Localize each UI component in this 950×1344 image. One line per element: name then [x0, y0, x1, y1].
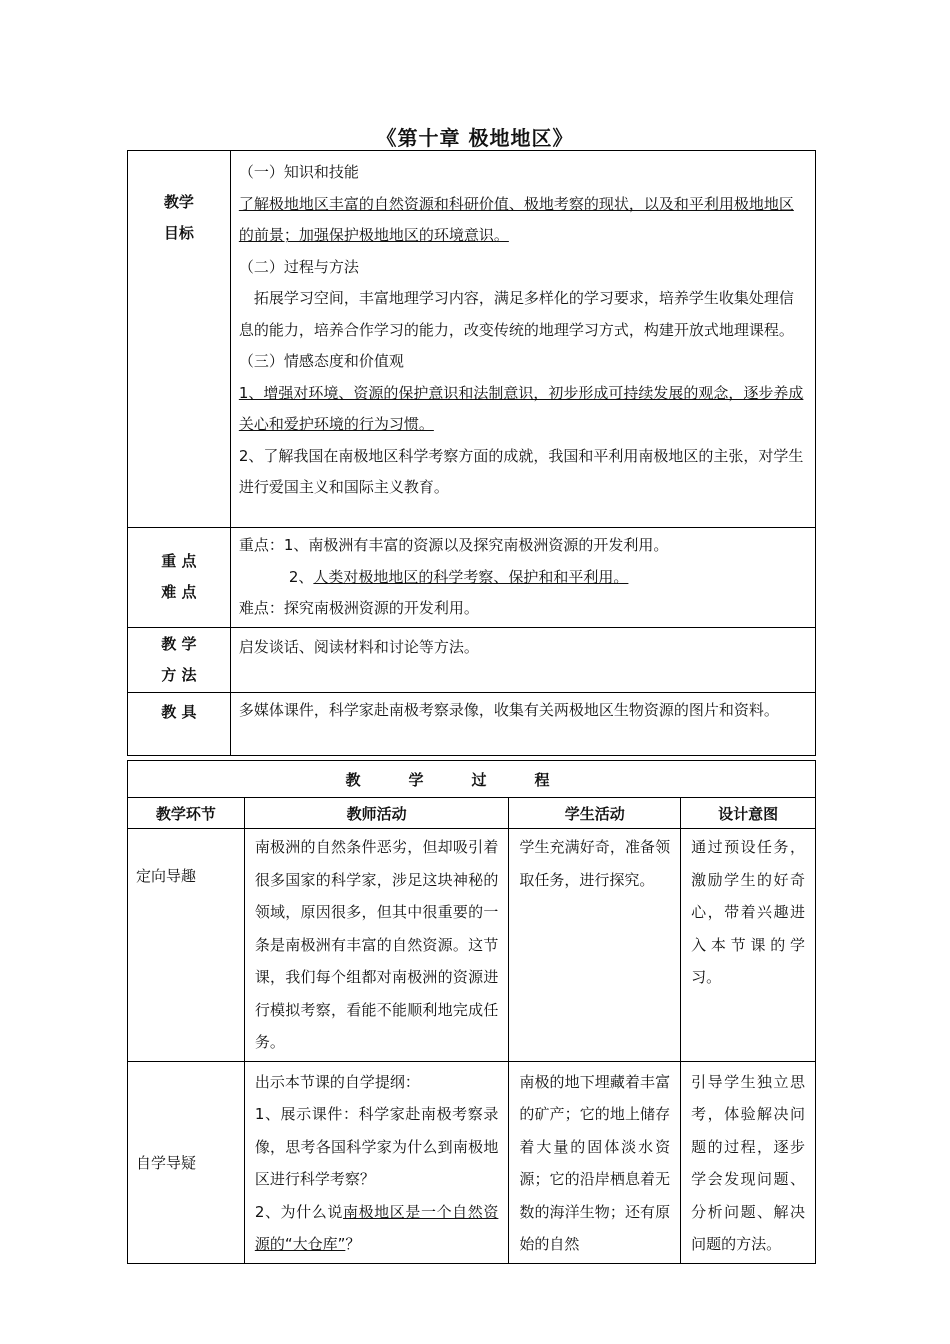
- method-row: [128, 627, 816, 692]
- document-title: 《第十章 极地地区》: [376, 126, 574, 150]
- attitude-text-2: 2、了解我国在南极地区科学考察方面的成就，我国和平利用南极地区的主张，对学生进行爱国主义和国际主义教育。: [238, 446, 804, 496]
- keypoints-row: [128, 528, 816, 628]
- method-label: [128, 627, 231, 692]
- tools-label: [128, 692, 231, 755]
- teacher-line-2: 1、展示课件：科学家赴南极考察录像，思考各国科学家为什么到南极地区进行科学考察？: [254, 1105, 499, 1188]
- header-segment: 教学环节: [128, 798, 245, 829]
- teacher-line-3c: ？: [345, 1235, 361, 1253]
- keypoints-label: [128, 528, 231, 628]
- process-header-row: [128, 798, 816, 829]
- method-label-line2: 方 法: [161, 665, 197, 684]
- teacher-cell: [244, 1061, 509, 1263]
- objectives-label-line1: 教学: [163, 193, 194, 211]
- objectives-label-line2: 目标: [163, 224, 194, 242]
- header-student: 学生活动: [509, 798, 681, 829]
- process-row: [128, 1061, 816, 1263]
- header-teacher: 教师活动: [244, 798, 509, 829]
- intent-cell: 引导学生独立思考，体验解决问题的过程，逐步学会发现问题、分析问题、解决问题的方法。: [681, 1061, 816, 1263]
- tools-row: [128, 692, 816, 755]
- student-cell: 南极的地下埋藏着丰富的矿产；它的地上储存着大量的固体淡水资源；它的沿岸栖息着无数的海洋生物；还有原始的自然: [509, 1061, 681, 1263]
- keypoints-content: [230, 528, 815, 628]
- header-intent: 设计意图: [681, 798, 816, 829]
- difficulty-1: 难点：探究南极洲资源的开发利用。: [238, 599, 479, 617]
- segment-cell: 自学导疑: [128, 1061, 245, 1263]
- student-cell: 学生充满好奇，准备领取任务，进行探究。: [509, 829, 681, 1062]
- teacher-cell: 南极洲的自然条件恶劣，但却吸引着很多国家的科学家，涉足这块神秘的领域，原因很多，但其中很重要的一条是南极洲有丰富的自然资源。这节课，我们每个组都对南极洲的资源进行模拟考察，看能不能顺利地完成任务。: [244, 829, 509, 1062]
- keypoint-2-text: 人类对极地地区的科学考察、保护和和平利用。: [313, 567, 629, 586]
- tools-label-text: 教 具: [161, 702, 197, 721]
- attitude-heading: （三）情感态度和价值观: [238, 352, 404, 370]
- knowledge-heading: （一）知识和技能: [238, 163, 359, 181]
- method-label-line1: 教 学: [161, 634, 197, 653]
- process-text: 拓展学习空间，丰富地理学习内容，满足多样化的学习要求，培养学生收集处理信息的能力，培养合作学习的能力，改变传统的地理学习方式，构建开放式地理课程。: [238, 289, 794, 339]
- lesson-plan-table: [127, 150, 816, 756]
- teacher-line-3b: 南极地区是一个自然资源的“大仓库”: [254, 1202, 499, 1253]
- process-table: [127, 760, 816, 1264]
- objectives-row: [128, 151, 816, 528]
- process-heading: （二）过程与方法: [238, 257, 359, 276]
- tools-text: 多媒体课件，科学家赴南极考察录像，收集有关两极地区生物资源的图片和资料。: [238, 700, 779, 719]
- keypoints-label-line1: 重 点: [161, 552, 197, 571]
- teacher-line-3: [255, 1196, 499, 1261]
- knowledge-text: 了解极地地区丰富的自然资源和科研价值、极地考察的现状，以及和平利用极地地区的前景；加强保护极地地区的环境意识。: [238, 194, 794, 244]
- keypoints-label-line2: 难 点: [161, 583, 197, 602]
- process-title: 教学过程: [128, 761, 816, 798]
- objectives-label: [128, 151, 231, 528]
- method-text: 启发谈话、阅读材料和讨论等方法。: [238, 637, 479, 656]
- process-row: [128, 829, 816, 1062]
- objectives-content: [230, 151, 815, 528]
- segment-cell: 定向导趣: [128, 829, 245, 1062]
- teacher-line-3a: 2、为什么说: [254, 1202, 343, 1221]
- process-title-row: [128, 761, 816, 798]
- teacher-line-1: 出示本节课的自学提纲：: [254, 1072, 420, 1091]
- method-content: [230, 627, 815, 692]
- tools-content: [230, 692, 815, 755]
- keypoint-1: 重点：1、南极洲有丰富的资源以及探究南极洲资源的开发利用。: [238, 536, 669, 554]
- intent-cell: 通过预设任务，激励学生的好奇心，带着兴趣进入本节课的学习。: [681, 829, 816, 1062]
- keypoint-2: [239, 562, 807, 594]
- keypoint-2-prefix: 2、: [288, 567, 314, 586]
- attitude-text-1: 1、增强对环境、资源的保护意识和法制意识，初步形成可持续发展的观念，逐步养成关心和爱护环境的行为习惯。: [238, 383, 804, 433]
